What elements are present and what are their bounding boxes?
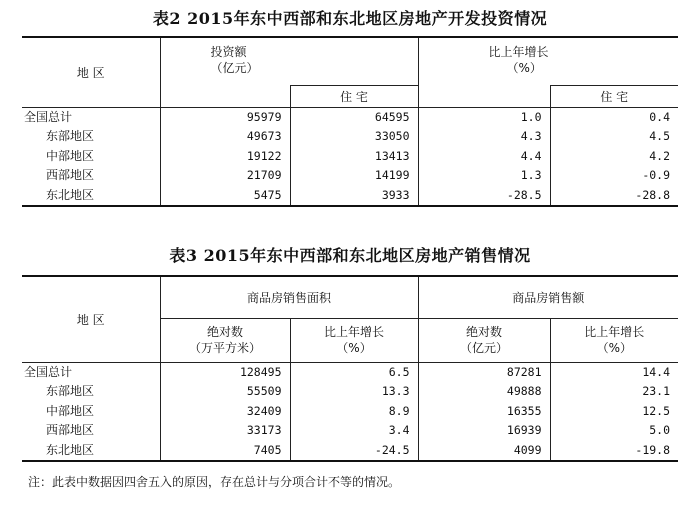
area-growth-label: 比上年增长: [324, 325, 385, 339]
table-row: [22, 421, 678, 441]
value-cell-investment: 5475: [160, 186, 290, 207]
value-cell-growth-res: 0.4: [550, 107, 678, 127]
region-cell: 东部地区: [46, 129, 95, 143]
growth-unit: （%）: [506, 61, 542, 75]
value-cell-investment: 49673: [160, 127, 290, 147]
residential-header: 住 宅: [290, 85, 418, 107]
value-cell-area-growth: -24.5: [290, 441, 418, 462]
investment-label: 投资额: [210, 45, 247, 59]
growth-residential-header: 住 宅: [550, 85, 678, 107]
table-row: [22, 147, 678, 167]
value-cell-area: 33173: [160, 421, 290, 441]
value-cell-area: 32409: [160, 402, 290, 422]
growth-label: 比上年增长: [488, 45, 549, 59]
region-cell: 东北地区: [46, 187, 95, 202]
value-cell-residential: 14199: [290, 166, 418, 186]
sales-abs-header: [418, 318, 550, 362]
value-cell-sales: 87281: [418, 362, 550, 382]
area-abs-header: [160, 318, 290, 362]
table3-title: 表3 2015年东中西部和东北地区房地产销售情况: [169, 246, 531, 265]
area-growth-header: [290, 318, 418, 362]
value-cell-sales: 4099: [418, 441, 550, 462]
table-row: [22, 402, 678, 422]
sales-abs-label: 绝对数: [466, 325, 503, 339]
value-cell-growth: 1.0: [418, 107, 550, 127]
value-cell-sales-growth: 14.4: [550, 362, 678, 382]
table-row: [22, 441, 678, 462]
value-cell-area-growth: 13.3: [290, 382, 418, 402]
value-cell-sales-growth: 5.0: [550, 421, 678, 441]
value-cell-growth: 4.3: [418, 127, 550, 147]
region-cell: 东北地区: [46, 442, 95, 457]
value-cell-growth: -28.5: [418, 186, 550, 207]
region-cell: 中部地区: [46, 403, 95, 418]
value-cell-growth-res: 4.5: [550, 127, 678, 147]
region-cell: 中部地区: [46, 148, 95, 163]
value-cell-residential: 3933: [290, 186, 418, 207]
value-cell-residential: 33050: [290, 127, 418, 147]
value-cell-area: 7405: [160, 441, 290, 462]
value-cell-sales-growth: -19.8: [550, 441, 678, 462]
investment-header: [160, 37, 418, 85]
value-cell-investment: 21709: [160, 166, 290, 186]
value-cell-sales: 16939: [418, 421, 550, 441]
region-cell: 全国总计: [24, 109, 73, 124]
growth-header: [418, 37, 678, 85]
region-cell: 东部地区: [46, 384, 95, 398]
table-row: [22, 186, 678, 207]
value-cell-residential: 13413: [290, 147, 418, 167]
value-cell-growth: 1.3: [418, 166, 550, 186]
value-cell-growth-res: -0.9: [550, 166, 678, 186]
sales-growth-header: [550, 318, 678, 362]
table-row: [22, 362, 678, 382]
region-header-3: 地 区: [76, 312, 105, 327]
value-cell-sales-growth: 23.1: [550, 382, 678, 402]
table-row: [22, 127, 678, 147]
investment-unit: （亿元）: [210, 61, 259, 75]
value-cell-area: 55509: [160, 382, 290, 402]
value-cell-growth-res: -28.8: [550, 186, 678, 207]
region-cell: 西部地区: [46, 168, 95, 182]
value-cell-area-growth: 3.4: [290, 421, 418, 441]
investment-table: [22, 36, 678, 207]
area-abs-label: 绝对数: [206, 325, 243, 339]
value-cell-investment: 19122: [160, 147, 290, 167]
value-cell-sales-growth: 12.5: [550, 402, 678, 422]
region-header: 地 区: [76, 65, 105, 80]
value-cell-growth-res: 4.2: [550, 147, 678, 167]
sales-growth-unit: （%）: [596, 341, 632, 355]
value-cell-area-growth: 6.5: [290, 362, 418, 382]
value-cell-residential: 64595: [290, 107, 418, 127]
table-row: [22, 382, 678, 402]
value-cell-area: 128495: [160, 362, 290, 382]
value-cell-area-growth: 8.9: [290, 402, 418, 422]
table-row: [22, 166, 678, 186]
area-unit: （万平方米）: [188, 341, 261, 355]
table2-title: 表2 2015年东中西部和东北地区房地产开发投资情况: [152, 9, 548, 28]
value-cell-growth: 4.4: [418, 147, 550, 167]
region-cell: 西部地区: [46, 423, 95, 437]
area-group-header: 商品房销售面积: [160, 276, 418, 318]
value-cell-sales: 49888: [418, 382, 550, 402]
area-growth-unit: （%）: [336, 341, 372, 355]
sales-group-header: 商品房销售额: [418, 276, 678, 318]
value-cell-sales: 16355: [418, 402, 550, 422]
sales-unit: （亿元）: [460, 341, 509, 355]
footnote: 注：此表中数据因四舍五入的原因，存在总计与分项合计不等的情况。: [28, 475, 401, 489]
sales-table: [22, 275, 678, 462]
sales-growth-label: 比上年增长: [584, 325, 645, 339]
region-cell: 全国总计: [24, 364, 73, 379]
value-cell-investment: 95979: [160, 107, 290, 127]
table-row: [22, 107, 678, 127]
